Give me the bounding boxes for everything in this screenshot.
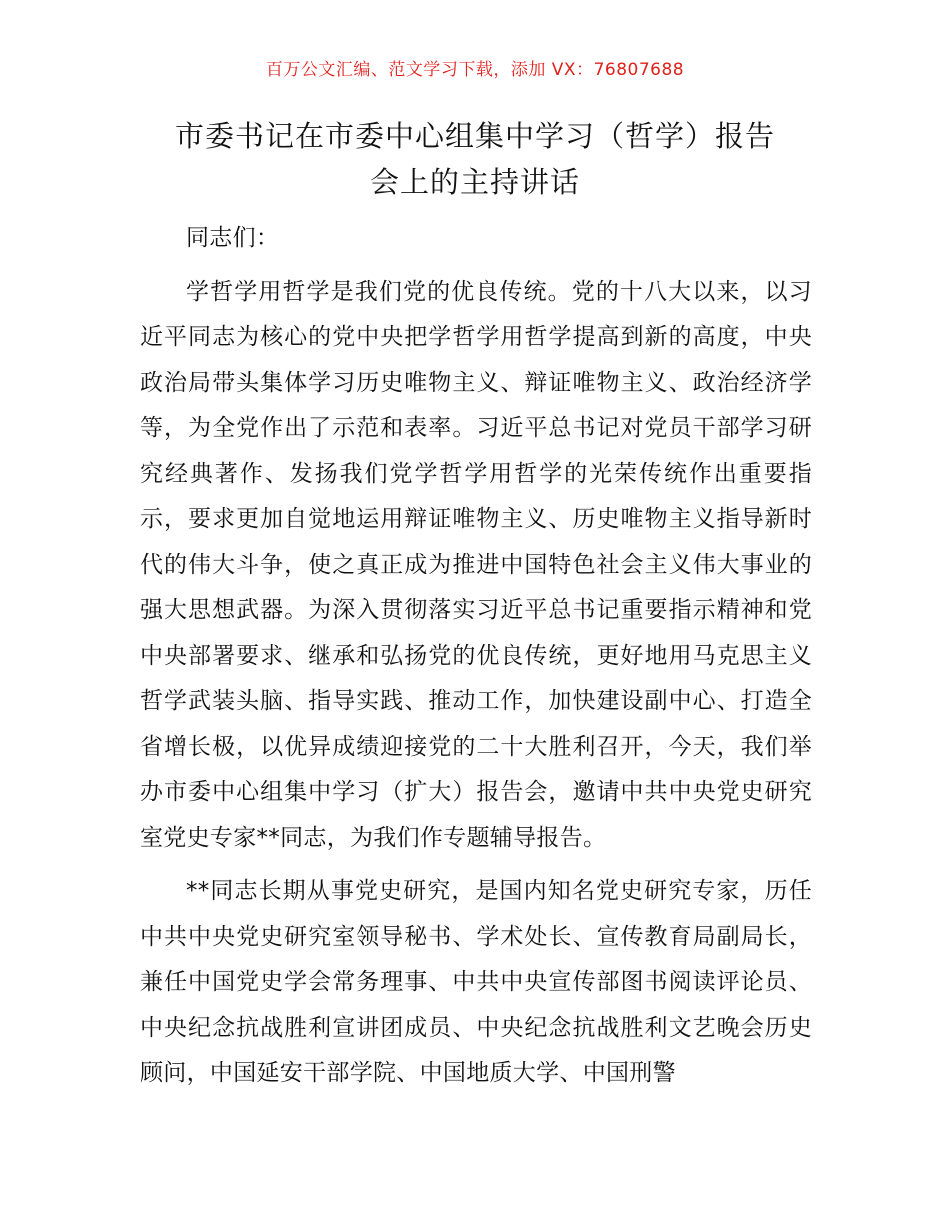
title-line-1: 市委书记在市委中心组集中学习（哲学）报告 xyxy=(174,119,775,153)
header-watermark-note: 百万公文汇编、范文学习下载，添加 VX：76807688 xyxy=(265,60,685,80)
document-title xyxy=(110,113,840,205)
salutation: 同志们： xyxy=(186,225,280,251)
document-body xyxy=(140,216,812,1105)
paragraph-2: **同志长期从事党史研究，是国内知名党史研究专家，历任中共中央党史研究室领导秘书、学术处长、宣传教育局副局长，兼任中国党史学会常务理事、中共中央宣传部图书阅读评论员、中央纪念抗战胜利宣讲团成员、中央纪念抗战胜利文艺晚会历史顾问，中国延安干部学院、中国地质大学、中国刑警 xyxy=(140,878,812,1086)
paragraph-1: 学哲学用哲学是我们党的优良传统。党的十八大以来，以习近平同志为核心的党中央把学哲学用哲学提高到新的高度，中央政治局带头集体学习历史唯物主义、辩证唯物主义、政治经济学等，为全党作出了示范和表率。习近平总书记对党员干部学习研究经典著作、发扬我们党学哲学用哲学的光荣传统作出重要指示，要求更加自觉地运用辩证唯物主义、历史唯物主义指导新时代的伟大斗争，使之真正成为推进中国特色社会主义伟大事业的强大思想武器。为深入贯彻落实习近平总书记重要指示精神和党中央部署要求、继承和弘扬党的优良传统，更好地用马克思主义哲学武装头脑、指导实践、推动工作，加快建设副中心、打造全省增长极，以优异成绩迎接党的二十大胜利召开，今天，我们举办市委中心组集中学习（扩大）报告会，邀请中共中央党史研究室党史专家**同志，为我们作专题辅导报告。 xyxy=(140,278,812,851)
title-line-2: 会上的主持讲话 xyxy=(369,165,580,199)
